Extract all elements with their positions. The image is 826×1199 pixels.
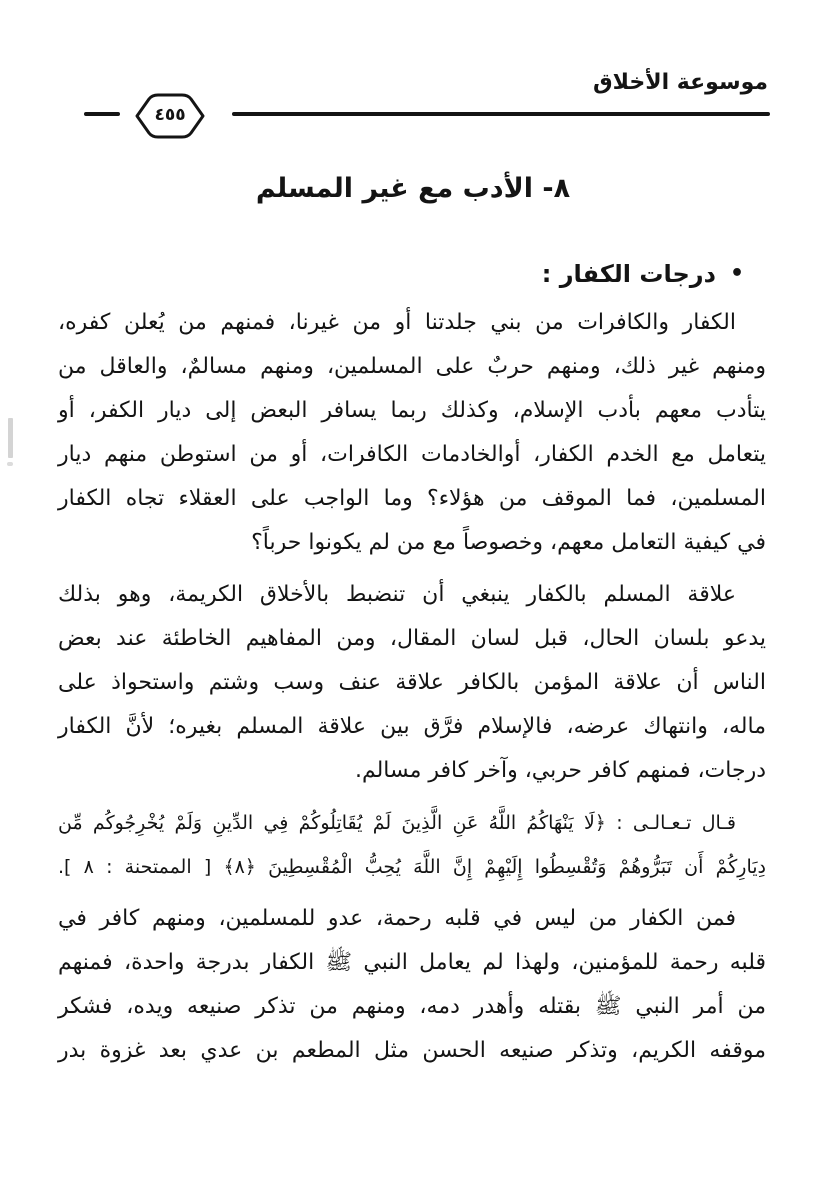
body-text — [58, 301, 766, 1081]
text-line: ماله، وانتهاك عرضه، فالإسلام فرَّق بين علاقة المسلم بغيره؛ لأنَّ الكفار — [58, 714, 766, 739]
text-line: يتعامل مع الخدم الكفار، أوالخادمات الكافرات، أو من استوطن منهم ديار — [58, 442, 766, 467]
text-line: موقفه الكريم، وتذكر صنيعه الحسن مثل المطعم بن عدي بعد غزوة بدر — [58, 1038, 766, 1063]
text-line: فمن الكفار من ليس في قلبه رحمة، عدو للمسلمين، ومنهم كافر في — [58, 906, 736, 931]
book-title: موسوعة الأخلاق — [592, 70, 768, 95]
text-line: قلبه رحمة للمؤمنين، ولهذا لم يعامل النبي ﷺ الكفار بدرجة واحدة، فمنهم — [58, 950, 766, 975]
text-line: ومنهم غير ذلك، ومنهم حربٌ على المسلمين، ومنهم مسالمٌ، والعاقل من — [58, 354, 766, 379]
page-number: ٤٥٥ — [154, 105, 186, 125]
section-heading-label: درجات الكفار : — [541, 260, 716, 288]
text-line: في كيفية التعامل معهم، وخصوصاً مع من لم يكونوا حرباً؟ — [251, 530, 766, 555]
paragraph-quran-verse — [58, 801, 766, 889]
page-number-badge — [134, 90, 206, 142]
section-heading — [542, 260, 744, 288]
text-line: الناس أن علاقة المؤمن بالكافر علاقة عنف وسب وشتم واستحواذ على — [58, 670, 766, 695]
paragraph-kuffar-types — [58, 897, 766, 1073]
text-line: يدعو بلسان الحال، قبل لسان المقال، ومن المفاهيم الخاطئة عند بعض — [58, 626, 766, 651]
scan-artifact — [8, 418, 13, 458]
header-dash — [84, 112, 120, 116]
paragraph-relationship-ethics — [58, 573, 766, 793]
text-line: المسلمين، فما الموقف من هؤلاء؟ وما الواجب على العقلاء تجاه الكفار — [58, 486, 766, 511]
chapter-title: ٨- الأدب مع غير المسلم — [255, 173, 571, 204]
scan-artifact — [7, 462, 13, 466]
paragraph-degrees-intro — [58, 301, 766, 565]
text-line: قـال تـعـالـى : ﴿لَا يَنْهَاكُمُ اللَّهُ عَنِ الَّذِينَ لَمْ يُقَاتِلُوكُمْ فِي الدِّينِ وَلَمْ يُخْرِجُوكُم مِّن — [58, 812, 736, 834]
text-line: من أمر النبي ﷺ بقتله وأهدر دمه، ومنهم من تذكر صنيعه ويده، فشكر — [58, 994, 766, 1019]
text-line: درجات، فمنهم كافر حربي، وآخر كافر مسالم. — [354, 758, 766, 783]
text-line: دِيَارِكُمْ أَن تَبَرُّوهُمْ وَتُقْسِطُوا إِلَيْهِمْ إِنَّ اللَّهَ يُحِبُّ الْمُقْسِطِينَ ﴿٨﴾ [ الممتحنة : ٨ ]. — [58, 856, 766, 878]
bullet-icon: • — [729, 261, 744, 286]
text-line: الكفار والكافرات من بني جلدتنا أو من غيرنا، فمنهم من يُعلن كفره، — [58, 310, 736, 335]
text-line: علاقة المسلم بالكفار ينبغي أن تنضبط بالأخلاق الكريمة، وهو بذلك — [58, 582, 736, 607]
text-line: يتأدب معهم بأدب الإسلام، وكذلك ربما يسافر البعض إلى ديار الكفر، أو — [58, 398, 766, 423]
header-rule — [232, 112, 770, 116]
